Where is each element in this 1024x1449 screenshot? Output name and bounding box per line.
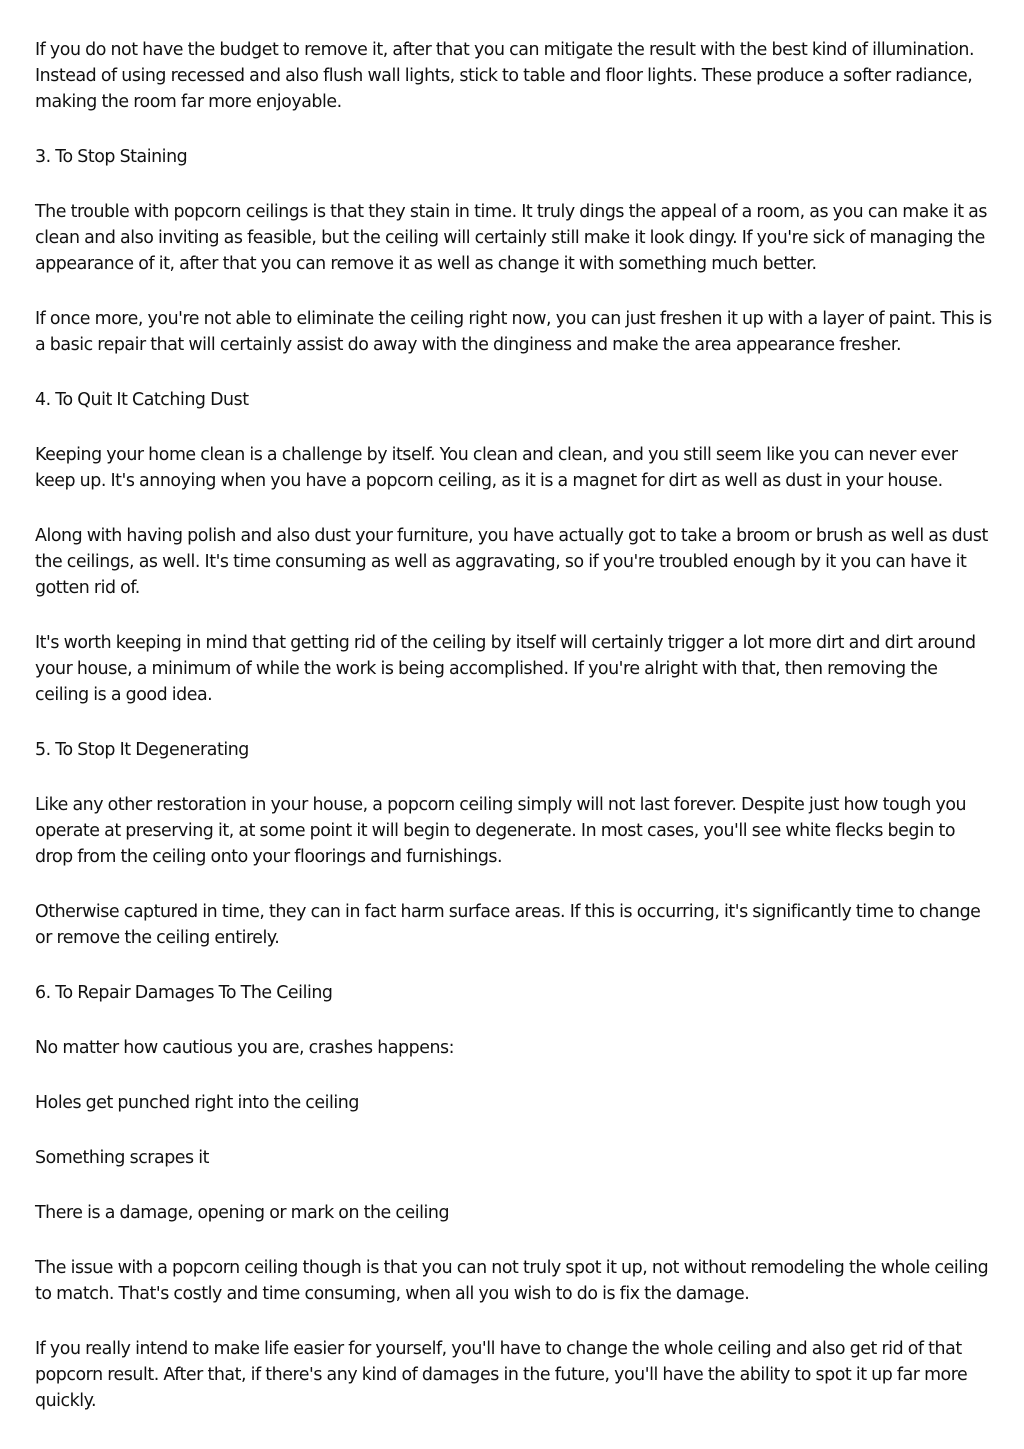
section-heading: 5. To Stop It Degenerating — [35, 740, 249, 760]
list-item: Holes get punched right into the ceiling — [35, 1093, 359, 1113]
section-heading: 3. To Stop Staining — [35, 147, 188, 167]
paragraph: It's worth keeping in mind that getting rid of the ceiling by itself will certainly trigger a lot more dirt and dirt around your house, a minimum of while the work is being accomplished. If you're alright with that, then removing the ceiling is a good idea. — [35, 633, 976, 705]
paragraph: If once more, you're not able to eliminate the ceiling right now, you can just freshen it up with a layer of paint. This is a basic repair that will certainly assist do away with the dinginess and make the area appearance fresher. — [35, 309, 992, 355]
paragraph: No matter how cautious you are, crashes happens: — [35, 1038, 455, 1058]
paragraph: The trouble with popcorn ceilings is that they stain in time. It truly dings the appeal of a room, as you can make it as clean and also inviting as feasible, but the ceiling will certainly still make it look dingy. If you're sick of managing the appearance of it, after that you can remove it as well as change it with something much better. — [35, 202, 987, 274]
list-item: There is a damage, opening or mark on the ceiling — [35, 1203, 450, 1223]
paragraph: If you do not have the budget to remove it, after that you can mitigate the result with the best kind of illumination. Instead of using recessed and also flush wall lights, stick to table and floor lights. These produce a softer radiance, making the room far more enjoyable. — [35, 40, 975, 112]
paragraph: Along with having polish and also dust your furniture, you have actually got to take a broom or brush as well as dust the ceilings, as well. It's time consuming as well as aggravating, so if you're troubled enough by it you can have it gotten rid of. — [35, 526, 988, 598]
document-body — [35, 37, 995, 1414]
paragraph: If you really intend to make life easier for yourself, you'll have to change the whole ceiling and also get rid of that popcorn result. After that, if there's any kind of damages in the future, you'll have the ability to spot it up far more quickly. — [35, 1339, 968, 1411]
paragraph: Otherwise captured in time, they can in fact harm surface areas. If this is occurring, it's significantly time to change or remove the ceiling entirely. — [35, 902, 981, 948]
list-item: Something scrapes it — [35, 1148, 209, 1168]
paragraph: Keeping your home clean is a challenge by itself. You clean and clean, and you still seem like you can never ever keep up. It's annoying when you have a popcorn ceiling, as it is a magnet for dirt as well as dust in your house. — [35, 445, 958, 491]
paragraph: Like any other restoration in your house, a popcorn ceiling simply will not last forever. Despite just how tough you operate at preserving it, at some point it will begin to degenerate. In most cases, you'll see white flecks begin to drop from the ceiling onto your floorings and furnishings. — [35, 795, 967, 867]
paragraph: The issue with a popcorn ceiling though is that you can not truly spot it up, not without remodeling the whole ceiling to match. That's costly and time consuming, when all you wish to do is fix the damage. — [35, 1258, 989, 1304]
section-heading: 4. To Quit It Catching Dust — [35, 390, 249, 410]
section-heading: 6. To Repair Damages To The Ceiling — [35, 983, 333, 1003]
